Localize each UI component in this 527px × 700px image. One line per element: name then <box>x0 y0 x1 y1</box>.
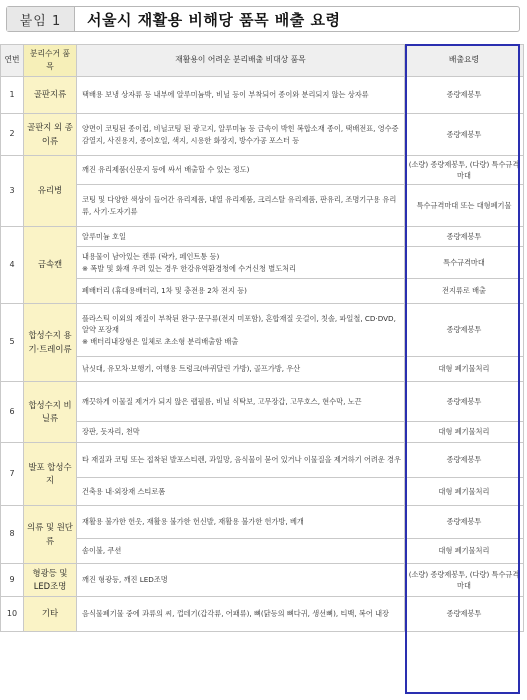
row-disposal: 대형 폐기물처리 <box>405 539 524 564</box>
table-row <box>1 227 524 247</box>
row-items: 솜이불, 쿠션 <box>77 539 405 564</box>
table-row <box>1 564 524 597</box>
row-category: 유리병 <box>24 156 77 227</box>
row-no: 2 <box>1 114 24 156</box>
header-no: 연번 <box>1 45 24 77</box>
row-items: 음식물폐기물 중에 과류의 씨, 껍데기(갑각류, 어패류), 뼈(닭등의 뼈다귀, 생선뼈), 티백, 복어 내장 <box>77 597 405 632</box>
table-row <box>1 114 524 156</box>
row-items: 알루미늄 호일 <box>77 227 405 247</box>
row-no: 3 <box>1 156 24 227</box>
row-disposal: 종량제봉투 <box>405 114 524 156</box>
table-row <box>1 506 524 539</box>
row-disposal: 대형 폐기물처리 <box>405 357 524 382</box>
row-category: 의류 및 원단류 <box>24 506 77 564</box>
table-row <box>1 422 524 443</box>
table-row <box>1 382 524 422</box>
row-category: 금속캔 <box>24 227 77 304</box>
row-disposal: 대형 폐기물처리 <box>405 478 524 506</box>
row-disposal: 종량제봉투 <box>405 443 524 478</box>
row-category: 합성수지 비닐류 <box>24 382 77 443</box>
table-row <box>1 597 524 632</box>
row-items: 폐배터리 (휴대용배터리, 1차 및 충전용 2차 전지 등) <box>77 279 405 304</box>
row-disposal: (소량) 종량제봉투, (다량) 특수규격마대 <box>405 564 524 597</box>
row-disposal: 특수규격마대 또는 대형폐기물 <box>405 185 524 227</box>
table-row <box>1 478 524 506</box>
attachment-tag: 붙임 1 <box>7 7 75 31</box>
row-disposal: 종량제봉투 <box>405 597 524 632</box>
row-category: 형광등 및 LED조명 <box>24 564 77 597</box>
row-items-note: ※ 폭발 및 화재 우려 있는 경우 한강유역환경청에 수거신청 별도처리 <box>82 263 297 273</box>
row-items: 건축용 내·외장재 스티로폼 <box>77 478 405 506</box>
table-row <box>1 247 524 279</box>
row-disposal: 대형 폐기물처리 <box>405 422 524 443</box>
row-disposal: 특수규격마대 <box>405 247 524 279</box>
title-bar <box>6 6 520 32</box>
table-row <box>1 156 524 185</box>
row-items: 낚싯대, 유모차·보행기, 여행용 트렁크(바퀴달린 가방), 골프가방, 우산 <box>77 357 405 382</box>
disposal-table <box>0 44 524 632</box>
table-row <box>1 77 524 114</box>
row-category: 합성수지 용기·트레이류 <box>24 304 77 382</box>
row-items: 깨끗하게 이물질 제거가 되지 않은 랩필름, 비닐 식탁보, 고무장갑, 고무호스, 현수막, 노끈 <box>77 382 405 422</box>
row-disposal: (소량) 종량제봉투, (다량) 특수규격마대 <box>405 156 524 185</box>
row-no: 5 <box>1 304 24 382</box>
page-title: 서울시 재활용 비해당 품목 배출 요령 <box>87 10 341 29</box>
row-items <box>77 247 405 279</box>
row-category: 골판지 외 종이류 <box>24 114 77 156</box>
row-items-line: 플라스틱 이외의 재질이 부착된 완구·문구류(전지 미포함), 혼합재질 옷걸이, 칫솔, 파일철, CD·DVD, 알약 포장재 <box>82 314 396 335</box>
table-header-row <box>1 45 524 77</box>
row-disposal: 전지류로 배출 <box>405 279 524 304</box>
table-row <box>1 357 524 382</box>
row-items: 타 재질과 코팅 또는 접착된 발포스티렌, 과일망, 음식물이 묻어 있거나 이물질을 제거하기 어려운 경우 <box>77 443 405 478</box>
row-disposal: 종량제봉투 <box>405 227 524 247</box>
row-no: 9 <box>1 564 24 597</box>
row-no: 6 <box>1 382 24 443</box>
row-category: 발포 합성수지 <box>24 443 77 506</box>
row-items: 재활용 불가한 헌옷, 재활용 불가한 헌신발, 재활용 불가한 헌가방, 베개 <box>77 506 405 539</box>
row-items <box>77 304 405 357</box>
row-no: 10 <box>1 597 24 632</box>
row-category: 골판지류 <box>24 77 77 114</box>
header-disposal: 배출요령 <box>405 45 524 77</box>
table-row <box>1 539 524 564</box>
row-no: 8 <box>1 506 24 564</box>
row-no: 7 <box>1 443 24 506</box>
table-row <box>1 443 524 478</box>
row-items: 양면이 코팅된 종이컵, 비닐코팅 된 광고지, 알루미늄 등 금속이 박힌 복합소재 종이, 택배전표, 영수증 감열지, 사진용지, 종이호일, 색지, 시용한 화장지, 방수가공 포스터 등 <box>77 114 405 156</box>
row-disposal: 종량제봉투 <box>405 382 524 422</box>
header-category: 분리수거 품목 <box>24 45 77 77</box>
table-row <box>1 279 524 304</box>
row-items: 깨진 형광등, 깨진 LED조명 <box>77 564 405 597</box>
row-disposal: 종량제봉투 <box>405 77 524 114</box>
row-disposal: 종량제봉투 <box>405 506 524 539</box>
row-category: 기타 <box>24 597 77 632</box>
row-items: 코팅 및 다양한 색상이 들어간 유리제품, 내열 유리제품, 크리스탈 유리제품, 판유리, 조명기구용 유리류, 사기·도자기류 <box>77 185 405 227</box>
row-items: 택배용 보냉 상자류 등 내부에 알루미늄박, 비닐 등이 부착되어 종이와 분리되지 않는 상자류 <box>77 77 405 114</box>
row-items: 깨진 유리제품(신문지 등에 싸서 배출할 수 있는 정도) <box>77 156 405 185</box>
table-row <box>1 185 524 227</box>
table-row <box>1 304 524 357</box>
row-no: 4 <box>1 227 24 304</box>
row-items: 장판, 돗자리, 천막 <box>77 422 405 443</box>
header-items: 재활용이 어려운 분리배출 비대상 품목 <box>77 45 405 77</box>
row-disposal: 종량제봉투 <box>405 304 524 357</box>
row-no: 1 <box>1 77 24 114</box>
row-items-line: 내용물이 남아있는 캔류 (락카, 페인트통 등) <box>82 252 220 262</box>
row-items-note: ※ 배터리내장형은 일체로 초소형 분리배출함 배출 <box>82 336 239 346</box>
